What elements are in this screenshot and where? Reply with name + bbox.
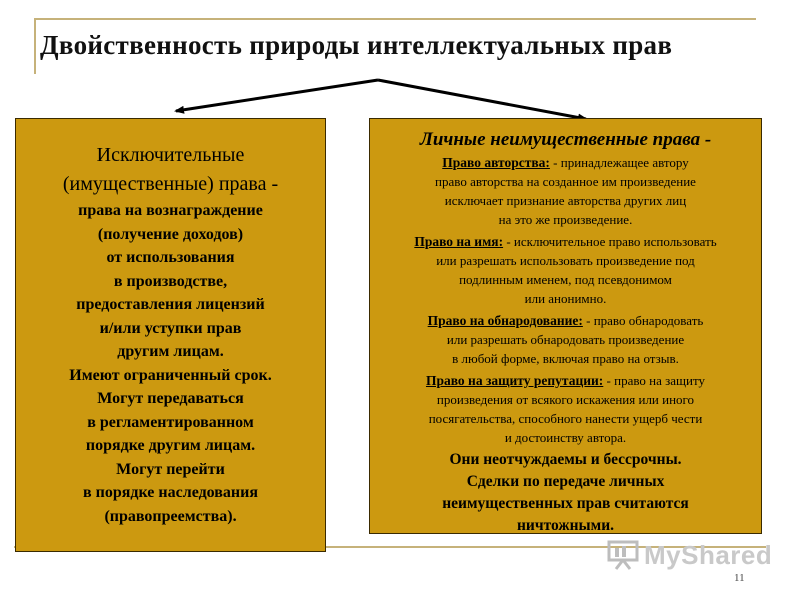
left-line: (правопреемства).	[104, 507, 237, 525]
section-line: исключает признание авторства других лиц	[444, 193, 687, 208]
section-line: на это же произведение.	[498, 212, 633, 227]
section-line: - исключительное право использовать	[503, 234, 717, 249]
left-line: в порядке наследования	[82, 484, 259, 501]
left-line: предоставления лицензий	[76, 296, 265, 313]
section-line: в любой форме, включая право на отзыв.	[452, 351, 679, 366]
personal-rights-heading: Личные неимущественные права -	[419, 129, 712, 150]
left-line: Имеют ограниченный срок.	[69, 366, 272, 384]
section-line: или разрешать обнародовать произведение	[446, 332, 685, 347]
slide-title: Двойственность природы интеллектуальных прав	[40, 30, 673, 60]
left-line: в производстве,	[113, 272, 228, 290]
left-line: Могут перейти	[116, 460, 225, 478]
section-line: - право на защиту	[603, 373, 706, 388]
left-line: и/или уступки прав	[99, 319, 242, 337]
closing-line: Они неотчуждаемы и бессрочны.	[449, 451, 682, 468]
section-line: и достоинству автора.	[504, 430, 627, 445]
left-line: в регламентированном	[87, 413, 254, 431]
exclusive-rights-heading-2: (имущественные) права -	[62, 173, 279, 195]
exclusive-rights-box	[15, 118, 326, 552]
section-line: право авторства на созданное им произведение	[435, 174, 696, 189]
section-line: или анонимно.	[524, 291, 607, 306]
closing-text	[370, 449, 761, 537]
left-line: Могут передаваться	[97, 390, 244, 407]
term-disclosure: Право на обнародование:	[427, 313, 583, 328]
closing-line: неимущественных прав считаются	[442, 495, 689, 512]
logo-text: MyShared	[644, 539, 773, 570]
closing-line: Сделки по передаче личных	[466, 473, 665, 490]
arrow-right	[378, 80, 586, 119]
term-name: Право на имя:	[414, 234, 504, 249]
page-number: 11	[734, 572, 745, 584]
presentation-board-icon	[606, 540, 640, 570]
left-line: другим лицам.	[117, 343, 224, 360]
section-authorship	[370, 153, 761, 229]
exclusive-rights-heading-1: Исключительные	[96, 144, 245, 166]
left-line: права на вознаграждение	[78, 202, 263, 219]
section-line: - право обнародовать	[582, 313, 704, 328]
section-line: или разрешать использовать произведение под	[436, 253, 695, 268]
section-line: подлинным именем, под псевдонимом	[459, 272, 672, 287]
section-line: - принадлежащее автору	[549, 155, 689, 170]
term-reputation: Право на защиту репутации:	[425, 373, 604, 388]
closing-line: ничтожными.	[516, 517, 614, 534]
section-line: посягательства, способного нанести ущерб чести	[428, 411, 703, 426]
term-authorship: Право авторства:	[442, 155, 550, 170]
left-line: от использования	[106, 249, 235, 266]
left-line: порядке другим лицам.	[85, 437, 256, 454]
arrow-left	[176, 80, 378, 111]
section-line: произведения от всякого искажения или иного	[436, 392, 695, 407]
section-reputation	[370, 371, 761, 447]
myshared-logo	[606, 540, 772, 570]
personal-rights-box	[369, 118, 762, 534]
section-disclosure	[370, 311, 761, 368]
section-name	[370, 232, 761, 308]
left-line: (получение доходов)	[97, 225, 244, 243]
